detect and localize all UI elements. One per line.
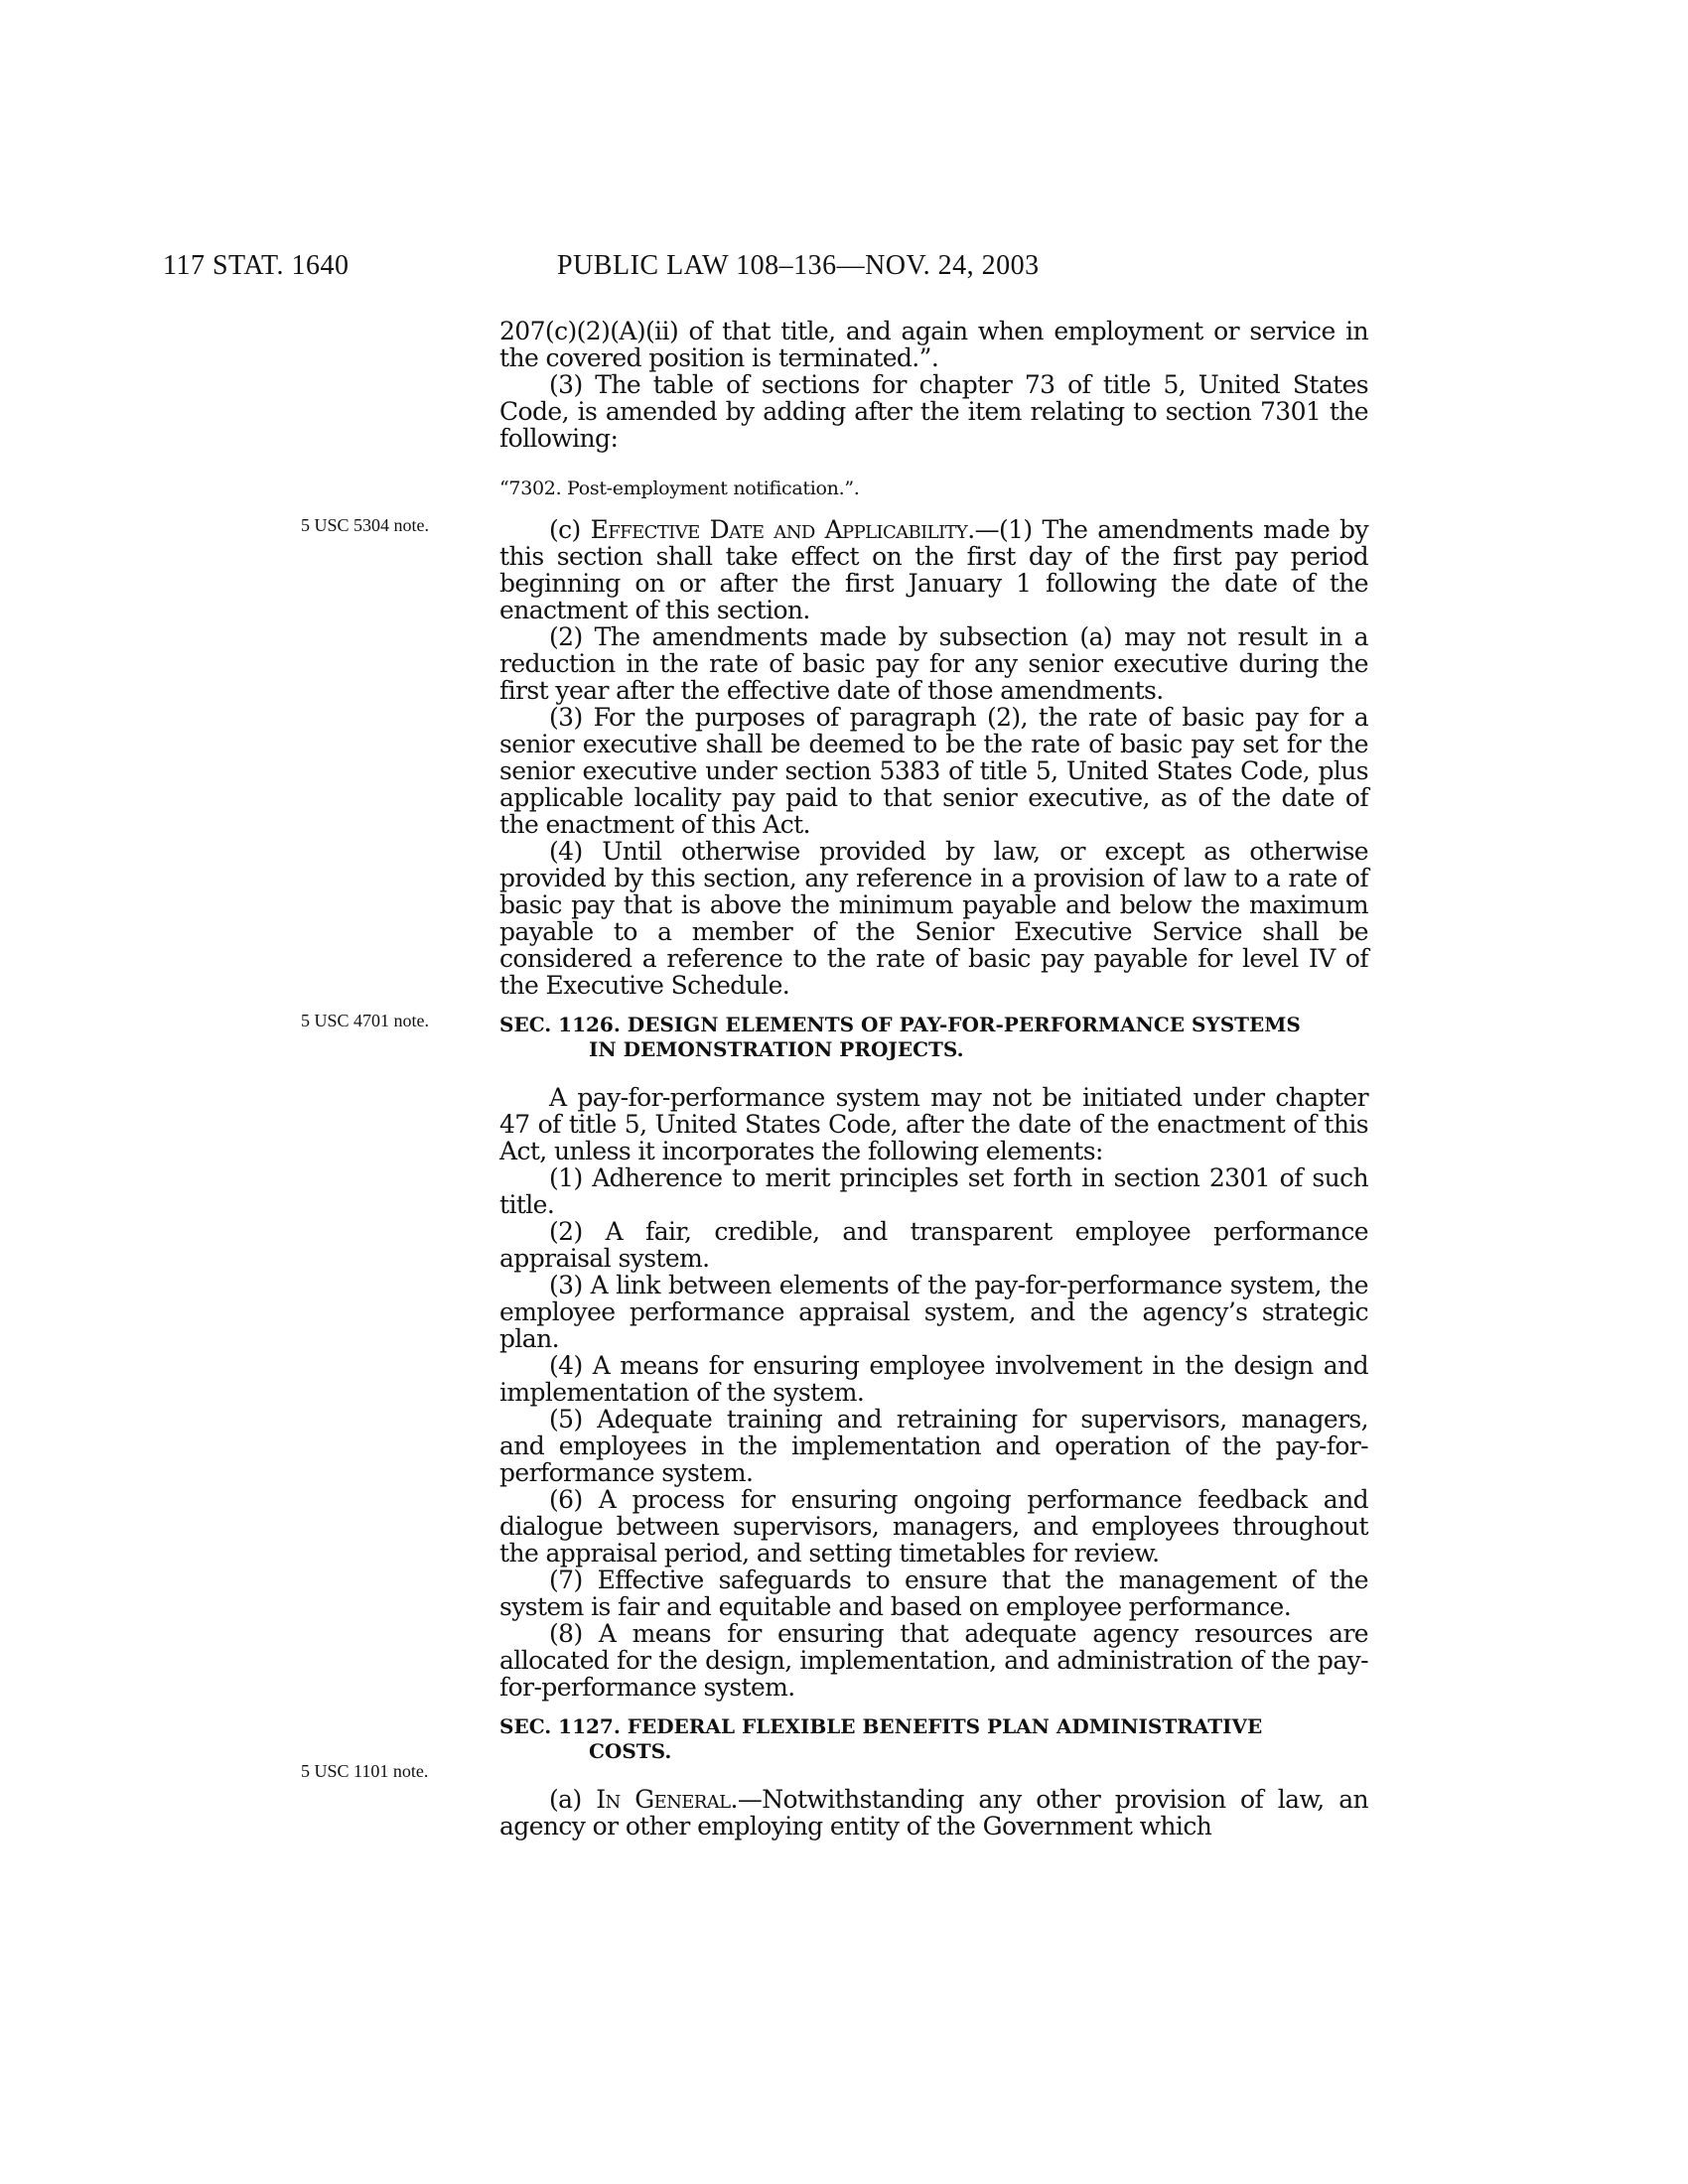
running-header: [163, 250, 1374, 290]
subsection-c-label: (c): [549, 515, 591, 544]
paragraph-c-2: (2) The amendments made by subsection (a) may not result in a reduction in the rate of basic pay for any senior executive during the first year after the effective date of those amendments.: [499, 622, 1368, 705]
paragraph-continuation: 207(c)(2)(A)(ii) of that title, and again when employment or service in the covered position is terminated.”.: [499, 317, 1368, 372]
subsection-a-label: (a): [549, 1785, 597, 1814]
margin-note-5304: 5 USC 5304 note.: [301, 515, 430, 535]
element-item-2: (2) A fair, credible, and transparent employee performance appraisal system.: [499, 1217, 1368, 1273]
section-1126-heading-line2: IN DEMONSTRATION PROJECTS.: [589, 1037, 964, 1061]
element-item-6: (6) A process for ensuring ongoing performance feedback and dialogue between supervisors, managers, and employees throughout the appraisal period, and setting timetables for review.: [499, 1485, 1368, 1568]
subsection-a-text: .—Notwithstanding any other provision of law, an agency or other employing entity of the Government which: [499, 1785, 1369, 1841]
section-1126-heading-line1: SEC. 1126. DESIGN ELEMENTS OF PAY-FOR-PERFORMANCE SYSTEMS: [499, 1013, 1301, 1036]
section-1127-heading: [499, 1714, 1368, 1764]
element-item-7: (7) Effective safeguards to ensure that the management of the system is fair and equitable and based on employee performance.: [499, 1566, 1368, 1621]
subsection-a-heading: In General: [596, 1785, 731, 1814]
subsection-a-in-general: [499, 1786, 1368, 1840]
element-item-3: (3) A link between elements of the pay-for-performance system, the employee performance appraisal system, and the agency’s strategic plan.: [499, 1271, 1368, 1353]
paragraph-table-of-sections: (3) The table of sections for chapter 73 of title 5, United States Code, is amended by adding after the item relating to section 7301 the following:: [499, 370, 1368, 453]
section-1127-heading-line1: SEC. 1127. FEDERAL FLEXIBLE BENEFITS PLAN ADMINISTRATIVE: [499, 1714, 1263, 1738]
element-item-4: (4) A means for ensuring employee involvement in the design and implementation of the system.: [499, 1351, 1368, 1407]
margin-note-1101: 5 USC 1101 note.: [301, 1761, 429, 1781]
law-title: PUBLIC LAW 108–136—NOV. 24, 2003: [557, 250, 1040, 281]
inserted-section-item: “7302. Post-employment notification.”.: [499, 478, 860, 499]
section-1127-heading-line2: COSTS.: [589, 1739, 672, 1763]
subsection-c-heading: Effective Date and Applicability: [590, 515, 968, 544]
paragraph-c-3: (3) For the purposes of paragraph (2), the rate of basic pay for a senior executive shall be deemed to be the rate of basic pay set for the senior executive under section 5383 of title 5, United States Code, plus applicable locality pay paid to that senior executive, as of the date of the enactment of this Act.: [499, 703, 1368, 839]
element-item-1: (1) Adherence to merit principles set forth in section 2301 of such title.: [499, 1163, 1368, 1219]
section-1126-intro: A pay-for-performance system may not be initiated under chapter 47 of title 5, United States Code, after the date of the enactment of this Act, unless it incorporates the following elements:: [499, 1083, 1368, 1165]
body-text: [499, 318, 1368, 1840]
subsection-c-effective-date: [499, 516, 1368, 623]
section-1126-heading: [499, 1013, 1368, 1062]
margin-note-4701: 5 USC 4701 note.: [301, 1011, 430, 1030]
stat-page-number: 117 STAT. 1640: [163, 250, 350, 281]
paragraph-c-4: (4) Until otherwise provided by law, or except as otherwise provided by this section, any reference in a provision of law to a rate of basic pay that is above the minimum payable and below the maximum payable to a member of the Senior Executive Service shall be considered a reference to the rate of basic pay payable for level IV of the Executive Schedule.: [499, 837, 1368, 1000]
element-item-8: (8) A means for ensuring that adequate agency resources are allocated for the design, implementation, and administration of the pay-for-performance system.: [499, 1619, 1368, 1702]
element-item-5: (5) Adequate training and retraining for supervisors, managers, and employees in the implementation and operation of the pay-for-performance system.: [499, 1405, 1368, 1487]
subsection-c-text: .—(1) The amendments made by this section shall take effect on the first day of the first pay period beginning on or after the first January 1 following the date of the enactment of this section.: [499, 515, 1368, 624]
